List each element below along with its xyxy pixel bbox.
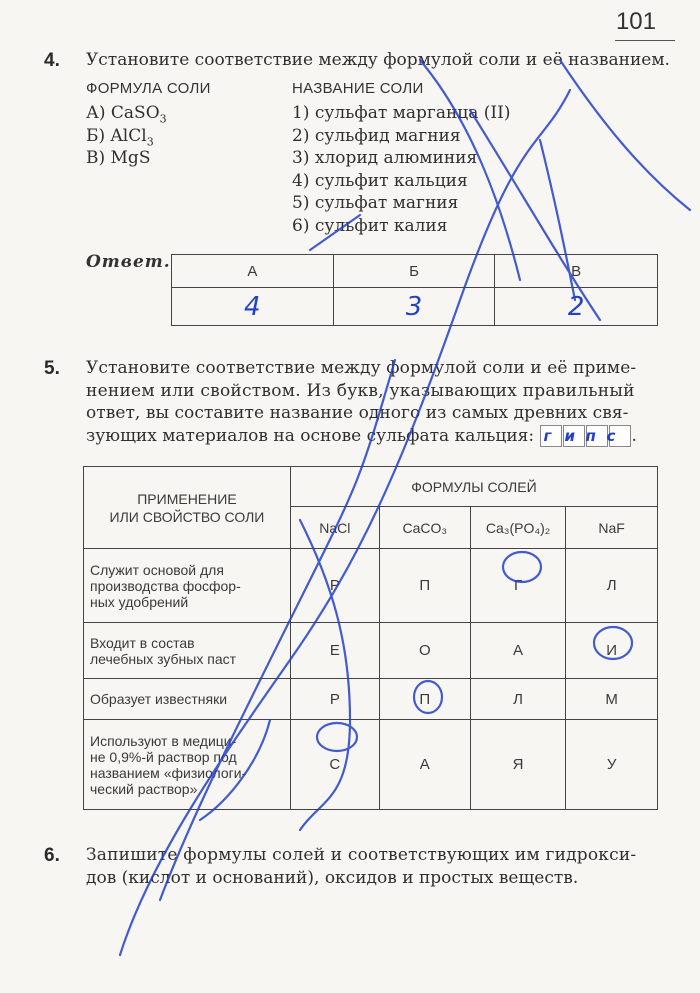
q4-formula-b: Б) AlCl$_3$ [86, 125, 154, 148]
handwritten-answer-a: 4 [244, 291, 261, 322]
hand-letter-4: с [606, 427, 616, 445]
letter-cell[interactable]: И [566, 623, 658, 679]
q4-name-4: 4) сульфит кальция [292, 170, 468, 191]
hand-letter-2: и [564, 427, 576, 445]
scribble-stroke [560, 60, 690, 210]
q4-name-header: НАЗВАНИЕ СОЛИ [292, 80, 424, 97]
formula-caco3: CaCO₃ [379, 507, 470, 549]
q5-line-2: нением или свойством. Из букв, указывающих правильный [86, 380, 635, 401]
letter-cell[interactable]: Я [470, 720, 565, 810]
answer-header-c: В [495, 255, 658, 288]
q4-name-2: 2) сульфид магния [292, 125, 461, 146]
letter-cell[interactable]: Г [470, 549, 565, 623]
q4-name-5: 5) сульфат магния [292, 193, 459, 213]
row-header-cell: ПРИМЕНЕНИЕ ИЛИ СВОЙСТВО СОЛИ [84, 467, 291, 549]
circle-letter-p [414, 681, 442, 713]
formula-naf: NaF [566, 507, 658, 549]
hand-letter-3: п [585, 427, 596, 445]
q5-line-3: ответ, вы составите название одного из самых древних свя- [86, 403, 629, 423]
letter-cell[interactable]: Е [290, 623, 379, 679]
property-row-4: Используют в медици- не 0,9%-й раствор под названием «физиологи- ческий раствор» [84, 720, 291, 810]
handwritten-answer-b: 3 [405, 291, 423, 322]
hand-letter-1: г [543, 427, 552, 445]
letter-cell[interactable]: Р [290, 679, 379, 720]
scribble-stroke [200, 720, 270, 820]
handwritten-answer-c: 2 [567, 291, 585, 322]
property-row-1: Служит основой для производства фосфор- ных удобрений [84, 549, 291, 623]
q4-formula-header: ФОРМУЛА СОЛИ [86, 80, 211, 97]
q5-line-4: зующих материалов на основе сульфата кальция: г и п с . [86, 425, 637, 446]
q6-number: 6. [44, 845, 60, 866]
circle-letter-i [594, 627, 632, 659]
q4-name-3: 3) хлорид алюминия [292, 148, 478, 168]
q5-line-1: Установите соответствие между формулой соли и её приме- [86, 358, 637, 378]
letter-cell[interactable]: О [379, 623, 470, 679]
q4-name-6: 6) сульфит калия [292, 215, 448, 236]
q4-formula-a: А) CaSO$_3$ [86, 103, 167, 126]
property-row-2: Входит в состав лечебных зубных паст [84, 623, 291, 679]
letter-cell[interactable]: Р [290, 549, 379, 623]
formula-ca3po42: Ca₃(PO₄)₂ [470, 507, 565, 549]
scribble-stroke [540, 140, 575, 300]
q4-formula-c: В) MgS [86, 148, 151, 168]
scribble-stroke [160, 360, 395, 900]
formulas-header: ФОРМУЛЫ СОЛЕЙ [290, 467, 657, 507]
q4-number: 4. [44, 50, 60, 71]
letter-cell[interactable]: У [566, 720, 658, 810]
scribble-stroke [310, 215, 360, 250]
answer-header-a: А [172, 255, 334, 288]
letter-cell[interactable]: А [379, 720, 470, 810]
q6-line-1: Запишите формулы солей и соответствующих им гидрокси- [86, 845, 637, 865]
circle-letter-g [503, 552, 541, 582]
letter-cell[interactable]: М [566, 679, 658, 720]
scribble-stroke [420, 60, 520, 280]
q4-text: Установите соответствие между формулой соли и её названием. [86, 50, 670, 70]
q4-answer-label: Ответ. [86, 252, 171, 272]
q4-name-1: 1) сульфат марганца (II) [292, 103, 511, 123]
property-row-3: Образует известняки [84, 679, 291, 720]
page-number: 101 [615, 8, 656, 35]
q6-line-2: дов (кислот и оснований), оксидов и простых веществ. [86, 867, 579, 888]
answer-header-b: Б [333, 255, 495, 288]
scribble-stroke [300, 520, 350, 830]
q5-number: 5. [44, 358, 60, 379]
letter-cell[interactable]: А [470, 623, 565, 679]
letter-cell[interactable]: Л [566, 549, 658, 623]
letter-cell[interactable]: П [379, 679, 470, 720]
letter-cell[interactable]: С [290, 720, 379, 810]
formula-nacl: NaCl [290, 507, 379, 549]
letter-cell[interactable]: Л [470, 679, 565, 720]
letter-cell[interactable]: П [379, 549, 470, 623]
